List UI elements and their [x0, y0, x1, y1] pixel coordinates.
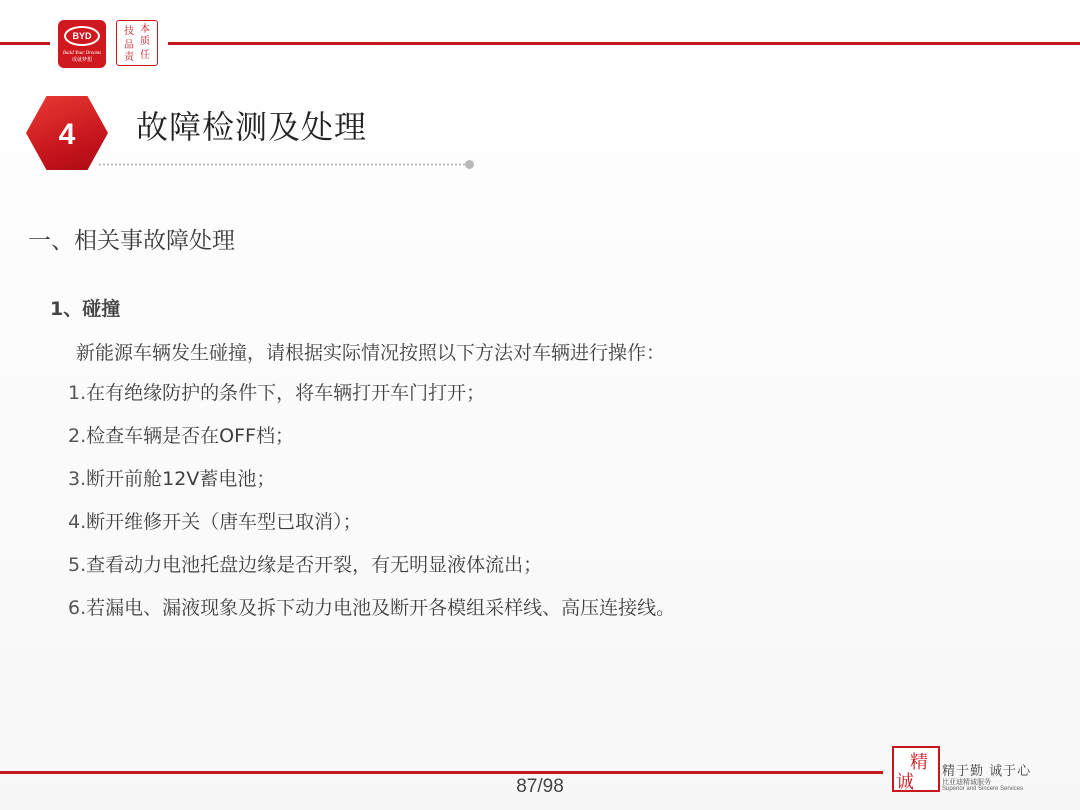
service-motto-en: Superior and Sincere Services [942, 786, 1024, 792]
byd-logo-tagline: Build Your Dreams [62, 51, 102, 56]
step-number: 2. [68, 425, 87, 447]
seal-char: 本 [140, 24, 150, 35]
step-text: 断开维修开关（唐车型已取消）； [86, 511, 362, 533]
list-item [68, 378, 675, 421]
list-item [68, 421, 675, 464]
service-emblem-logo [892, 746, 940, 792]
seal-char: 任 [140, 50, 150, 61]
step-number: 5. [68, 554, 87, 576]
list-item [68, 593, 675, 636]
page-number: 87/98 [516, 776, 564, 797]
emblem-char: 诚 [896, 772, 914, 793]
step-text: 检查车辆是否在OFF档； [86, 425, 294, 447]
step-text: 查看动力电池托盘边缘是否开裂，有无明显液体流出； [86, 554, 543, 576]
service-motto-sub: 比亚迪精诚服务 [942, 778, 991, 786]
seal-char: 技 [124, 26, 134, 37]
byd-logo-tagline-cn: 成就梦想 [71, 57, 92, 63]
seal-char: 品 [124, 40, 134, 51]
step-number: 1. [68, 382, 87, 404]
header-rule-right [168, 42, 1080, 45]
step-number: 6. [68, 597, 87, 619]
divider-end-dot [465, 160, 474, 169]
list-item [68, 550, 675, 593]
procedure-steps [68, 378, 675, 636]
emblem-char: 精 [910, 752, 928, 773]
list-item [68, 507, 675, 550]
service-motto: 精于勤 诚于心 [942, 764, 1032, 779]
step-text: 若漏电、漏液现象及拆下动力电池及断开各模组采样线、高压连接线。 [86, 597, 676, 619]
step-number: 3. [68, 468, 87, 490]
byd-logo [58, 20, 106, 68]
content-heading: 一、相关事故障处理 [28, 228, 235, 254]
section-title: 故障检测及处理 [136, 108, 368, 146]
seal-char: 质 [140, 36, 150, 47]
quality-seal-logo [116, 20, 158, 66]
seal-char: 责 [124, 52, 134, 63]
byd-logo-text: BYD [64, 26, 100, 46]
step-number: 4. [68, 511, 87, 533]
footer-rule [0, 771, 883, 774]
step-text: 在有绝缘防护的条件下，将车辆打开车门打开； [86, 382, 486, 404]
intro-paragraph: 新能源车辆发生碰撞，请根据实际情况按照以下方法对车辆进行操作： [76, 342, 666, 364]
header-rule-left [0, 42, 50, 45]
list-item [68, 464, 675, 507]
section-number: 4 [58, 118, 76, 151]
step-text: 断开前舱12V蓄电池； [86, 468, 276, 490]
content-subheading: 1、碰撞 [50, 298, 121, 320]
dotted-divider [98, 163, 466, 166]
